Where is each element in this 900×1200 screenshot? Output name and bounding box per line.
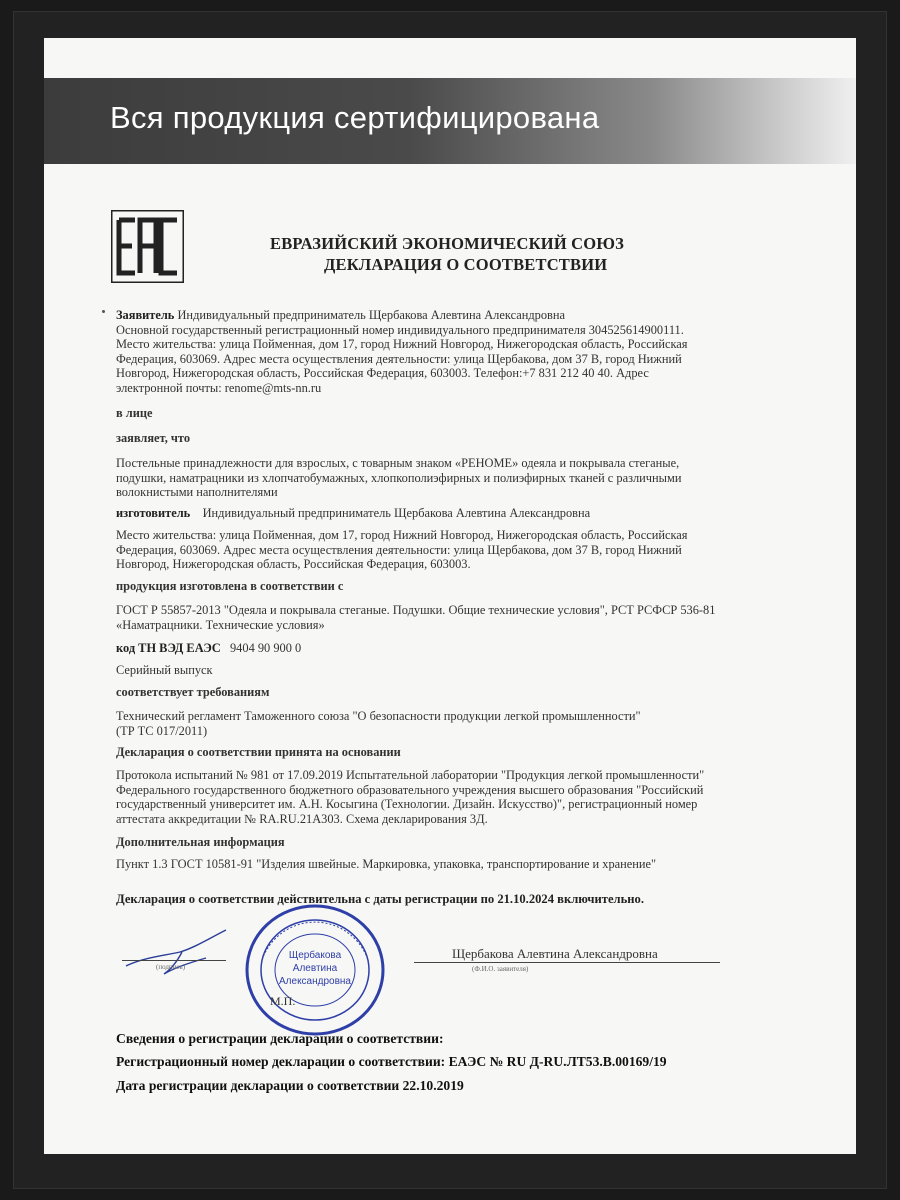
document-page (44, 38, 856, 1154)
additional-text: Пункт 1.3 ГОСТ 10581-91 "Изделия швейные. Маркировка, упаковка, транспортирование и хранение" (116, 857, 657, 871)
manufacturer-text: Индивидуальный предприниматель Щербакова Алевтина Александровна (202, 506, 591, 520)
declares-label: заявляет, что (116, 431, 191, 445)
basis-label: Декларация о соответствии принята на основании (116, 745, 401, 759)
bullet-mark (102, 310, 105, 313)
company-seal (240, 900, 390, 1040)
seal-name-line: Щербакова (288, 950, 342, 961)
requirements-text (116, 709, 756, 738)
seal-mp-label: М.П. (270, 994, 296, 1008)
applicant-text: Индивидуальный предприниматель Щербакова Алевтина Александровна (177, 308, 566, 322)
standards-line: ГОСТ Р 55857-2013 "Одеяла и покрывала стеганые. Подушки. Общие технические условия", РСТ РСФСР 536-81 (116, 603, 716, 617)
applicant-label: Заявитель (116, 308, 175, 322)
manufacturer-address (116, 528, 756, 572)
seal-name-line: Александровна (279, 976, 351, 987)
eac-mark-icon (111, 210, 184, 283)
product-line: Постельные принадлежности для взрослых, с товарным знаком «PEHOME» одеяла и покрывала стеганые, (116, 456, 680, 470)
signature-caption: (подпись) (156, 963, 186, 971)
applicant-line: Новгород, Нижегородская область, Российская Федерация, 603003. Телефон:+7 831 212 40 40. Адрес (116, 366, 649, 380)
registration-date: Дата регистрации декларации о соответствии 22.10.2019 (116, 1078, 464, 1093)
produced-per-label: продукция изготовлена в соответствии с (116, 579, 344, 593)
applicant-line: Федерация, 603069. Адрес места осуществления деятельности: улица Щербакова, дом 37 В, город Нижний (116, 351, 682, 366)
banner (44, 78, 856, 164)
manufacturer-line: Новгород, Нижегородская область, Российская Федерация, 603003. (116, 557, 471, 571)
applicant-name: Щербакова Алевтина Александровна (452, 946, 658, 961)
manufacturer-line: Место жительства: улица Пойменная, дом 17, город Нижний Новгород, Нижегородская область, Российская (116, 528, 688, 542)
basis-line: Федерального государственного бюджетного образовательного учреждения высшего образования "Российский (116, 782, 704, 797)
additional-label: Дополнительная информация (116, 835, 285, 849)
manufacturer-line: Федерация, 603069. Адрес места осуществления деятельности: улица Щербакова, дом 37 В, город Нижний (116, 542, 682, 557)
name-line (414, 962, 720, 963)
requirements-line: (ТР ТС 017/2011) (116, 723, 208, 738)
requirements-line: Технический регламент Таможенного союза "О безопасности продукции легкой промышленности" (116, 709, 641, 723)
standards-line: «Наматрацники. Технические условия» (116, 617, 325, 632)
manufacturer-label: изготовитель (116, 506, 191, 520)
applicant-section (116, 308, 756, 395)
validity-statement: Декларация о соответствии действительна с даты регистрации по 21.10.2024 включительно. (116, 892, 644, 906)
standards-text (116, 603, 756, 632)
product-line: волокнистыми наполнителями (116, 485, 278, 499)
applicant-line: Основной государственный регистрационный номер индивидуального предпринимателя 304525614900111. (116, 322, 684, 337)
basis-text (116, 768, 756, 826)
applicant-line: Место жительства: улица Пойменная, дом 17, город Нижний Новгород, Нижегородская область, Российская (116, 337, 688, 351)
tnved-code (116, 641, 756, 656)
applicant-line: электронной почты: renome@mts-nn.ru (116, 380, 322, 395)
basis-line: Протокола испытаний № 981 от 17.09.2019 Испытательной лаборатории "Продукция легкой промышленности" (116, 768, 705, 782)
name-caption: (Ф.И.О. заявителя) (472, 965, 529, 973)
code-value: 9404 90 900 0 (229, 641, 302, 655)
basis-line: аттестата аккредитации № RA.RU.21А303. Схема декларирования 3Д. (116, 811, 488, 826)
serial-release: Серийный выпуск (116, 663, 213, 677)
manufacturer-section (116, 506, 756, 521)
registration-number: Регистрационный номер декларации о соответствии: ЕАЭС № RU Д-RU.ЛТ53.В.00169/19 (116, 1054, 667, 1069)
signature-line (122, 960, 226, 961)
banner-title: Вся продукция сертифицирована (110, 100, 600, 135)
declaration-title: ДЕКЛАРАЦИЯ О СООТВЕТСТВИИ (324, 255, 608, 274)
union-name: ЕВРАЗИЙСКИЙ ЭКОНОМИЧЕСКИЙ СОЮЗ (270, 234, 625, 253)
product-line: подушки, наматрацники из хлопчатобумажных, хлопкополиэфирных и полиэфирных тканей с различными (116, 470, 682, 485)
in-person-label: в лице (116, 406, 153, 420)
basis-line: государственный университет им. А.Н. Косыгина (Технологии. Дизайн. Искусство)", регистрационный номер (116, 797, 698, 811)
product-description (116, 456, 756, 500)
requirements-label: соответствует требованиям (116, 685, 270, 699)
code-label: код ТН ВЭД ЕАЭС (116, 641, 221, 655)
seal-name-line: Алевтина (292, 963, 338, 974)
registration-heading: Сведения о регистрации декларации о соответствии: (116, 1031, 444, 1046)
